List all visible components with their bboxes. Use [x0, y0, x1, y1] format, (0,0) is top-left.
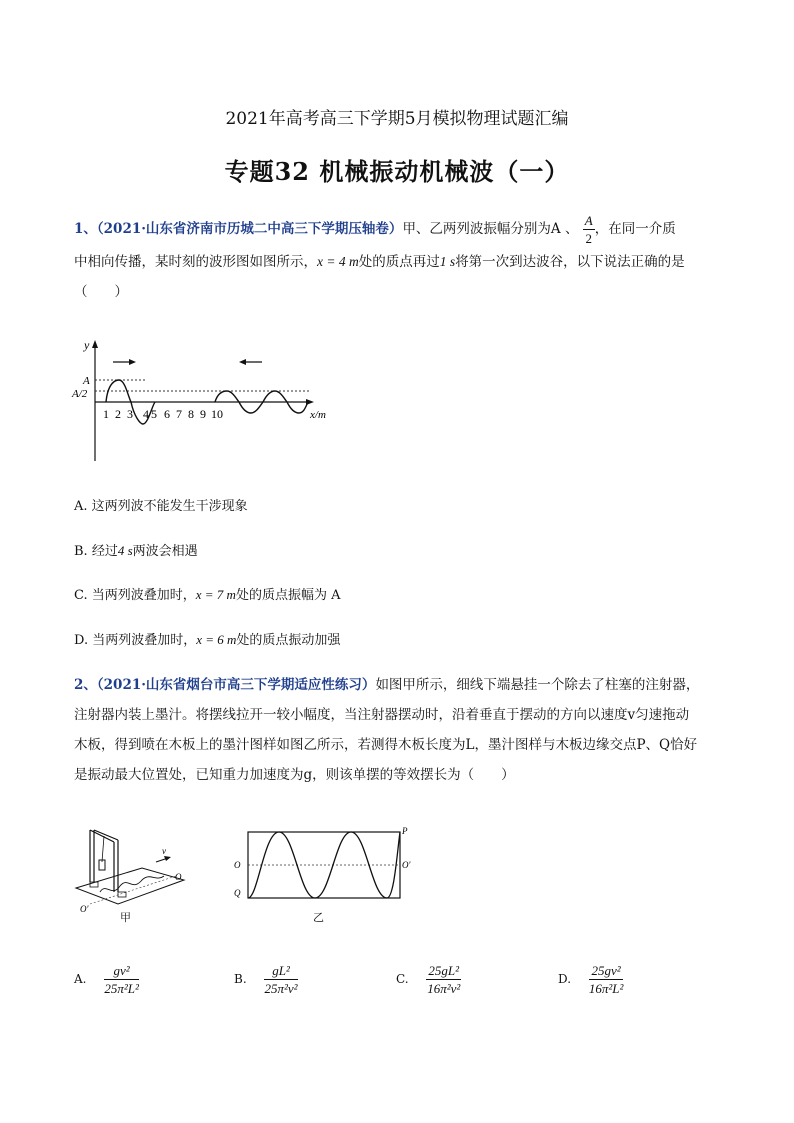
- q1-option-a: A. 这两列波不能发生干涉现象: [74, 499, 248, 514]
- pendulum-figure: [72, 820, 192, 925]
- q1-frac-den: 2: [585, 231, 592, 246]
- document-subtitle: 专题32 机械振动机械波（一）: [224, 157, 570, 186]
- q2-option-c-label: C.: [396, 972, 409, 986]
- point-p-label: P: [402, 826, 408, 836]
- point-q-label: Q: [234, 888, 241, 898]
- q1-option-d-pre: D. 当两列波叠加时，: [74, 633, 197, 648]
- q1-option-d: [74, 629, 340, 648]
- amplitude-label: A: [83, 375, 90, 387]
- q1-option-c-pre: C. 当两列波叠加时，: [74, 588, 196, 603]
- q1-line-1: [74, 212, 724, 247]
- q1-option-c-post: 处的质点振幅为 A: [235, 588, 341, 603]
- q2-source: （2021·山东省烟台市高三下学期适应性练习）: [96, 677, 376, 693]
- q1-fraction: [583, 212, 595, 247]
- q2-option-b-label: B.: [234, 972, 247, 986]
- q1-option-c-val: x = 7 m: [195, 587, 236, 602]
- tick-8: 8: [188, 407, 194, 421]
- tick-2: 2: [115, 407, 121, 421]
- point-o-label: O: [175, 872, 182, 882]
- q2-option-d-fraction: [589, 962, 624, 997]
- q1-source: （2021·山东省济南市历城二中高三下学期压轴卷）: [96, 221, 403, 237]
- q1-frac-num: A: [584, 213, 593, 228]
- q1-line-2: [74, 247, 724, 277]
- figure-yi-caption: 乙: [313, 911, 324, 924]
- q2-option-a-fraction: [104, 962, 139, 997]
- q1-option-d-post: 处的质点振动加强: [236, 633, 341, 648]
- q1-option-b: [74, 540, 198, 559]
- q2-option-b: [234, 962, 298, 997]
- q2-option-c-fraction: [426, 962, 461, 997]
- q2-option-c-den: 16π²v²: [427, 981, 461, 996]
- y-axis-label: y: [84, 338, 90, 352]
- q1-option-d-val: x = 6 m: [196, 632, 237, 647]
- point-o-prime-label: O′: [402, 860, 411, 870]
- question-2-text: [74, 670, 724, 790]
- tick-1: 1: [103, 407, 109, 421]
- q2-option-d-label: D.: [558, 972, 572, 986]
- tick-7: 7: [176, 407, 182, 421]
- q2-option-b-den: 25π²v²: [264, 981, 298, 996]
- point-o-prime-label: O′: [80, 904, 89, 914]
- q2-option-b-num: gL²: [264, 962, 297, 980]
- q1-option-b-val: 4 s: [117, 543, 133, 558]
- q2-line-1: [74, 670, 724, 700]
- tick-9: 9: [200, 407, 206, 421]
- tick-10: 10: [211, 407, 223, 421]
- arrow-right-icon: [129, 359, 136, 365]
- point-o-label: O: [234, 860, 241, 870]
- q2-option-c: [396, 962, 461, 997]
- half-amplitude-label: A/2: [72, 388, 88, 400]
- velocity-label: v: [162, 846, 166, 856]
- q2-line-3: 木板，得到喷在木板上的墨汁图样如图乙所示，若测得木板长度为L，墨汁图样与木板边缘交点P、Q恰好: [74, 737, 698, 753]
- q1-x-eq: x = 4 m: [317, 254, 359, 269]
- q1-option-b-pre: B. 经过: [74, 544, 118, 559]
- q2-number: 2、: [74, 677, 97, 693]
- ink-trace: [100, 876, 164, 892]
- tick-3: 3: [127, 407, 133, 421]
- q2-line-4: 是振动最大位置处，已知重力加速度为g，则该单摆的等效摆长为（ ）: [74, 767, 515, 783]
- tick-4: 4: [143, 407, 149, 421]
- q2-option-a-den: 25π²L²: [104, 981, 139, 996]
- wave-figure: [70, 336, 340, 466]
- q2-option-d: [558, 962, 623, 997]
- y-axis-arrow: [92, 340, 98, 348]
- q1-option-b-post: 两波会相遇: [132, 544, 198, 559]
- q2-line-2: 注射器内装上墨汁。将摆线拉开一较小幅度，当注射器摆动时，沿着垂直于摆动的方向以速度v匀速拖动: [74, 707, 690, 723]
- q1-line2-b: 处的质点再过: [358, 254, 440, 270]
- q1-blank: （ ）: [74, 284, 128, 300]
- arrow-left-icon: [239, 359, 246, 365]
- document-title: 2021年高考高三下学期5月模拟物理试题汇编: [225, 109, 569, 129]
- q1-t-val: 1 s: [439, 254, 456, 269]
- velocity-arrow-icon: [164, 856, 171, 861]
- x-tick-labels: [103, 407, 223, 421]
- question-1-text: [74, 212, 724, 307]
- q1-number: 1、: [74, 221, 97, 237]
- pendulum-string: [102, 836, 104, 862]
- wooden-board: [76, 868, 184, 904]
- tick-6: 6: [164, 407, 170, 421]
- x-axis-label: x/m: [310, 409, 326, 421]
- figure-jia-caption: 甲: [120, 911, 131, 924]
- q1-line2-a: 中相向传播，某时刻的波形图如图所示，: [74, 254, 317, 270]
- q2-option-a-label: A.: [74, 972, 87, 986]
- q2-option-b-fraction: [264, 962, 297, 997]
- ink-trace-figure: [228, 824, 418, 906]
- q2-line-1-text: 如图甲所示，细线下端悬挂一个除去了柱塞的注射器，: [375, 677, 700, 693]
- q1-text-a: 甲、乙两列波振幅分别为A 、: [402, 221, 579, 237]
- q2-option-a: [74, 962, 139, 997]
- q2-option-c-num: 25gL²: [428, 963, 460, 978]
- q2-option-d-num: 25gv²: [589, 962, 624, 980]
- q2-option-d-den: 16π²L²: [588, 981, 624, 996]
- q1-option-c: [74, 584, 340, 603]
- q1-text-b: ，在同一介质: [594, 221, 676, 237]
- q1-line2-c: 将第一次到达波谷，以下说法正确的是: [455, 254, 685, 270]
- tick-5: 5: [151, 407, 157, 421]
- q2-option-a-num: gv²: [104, 962, 139, 980]
